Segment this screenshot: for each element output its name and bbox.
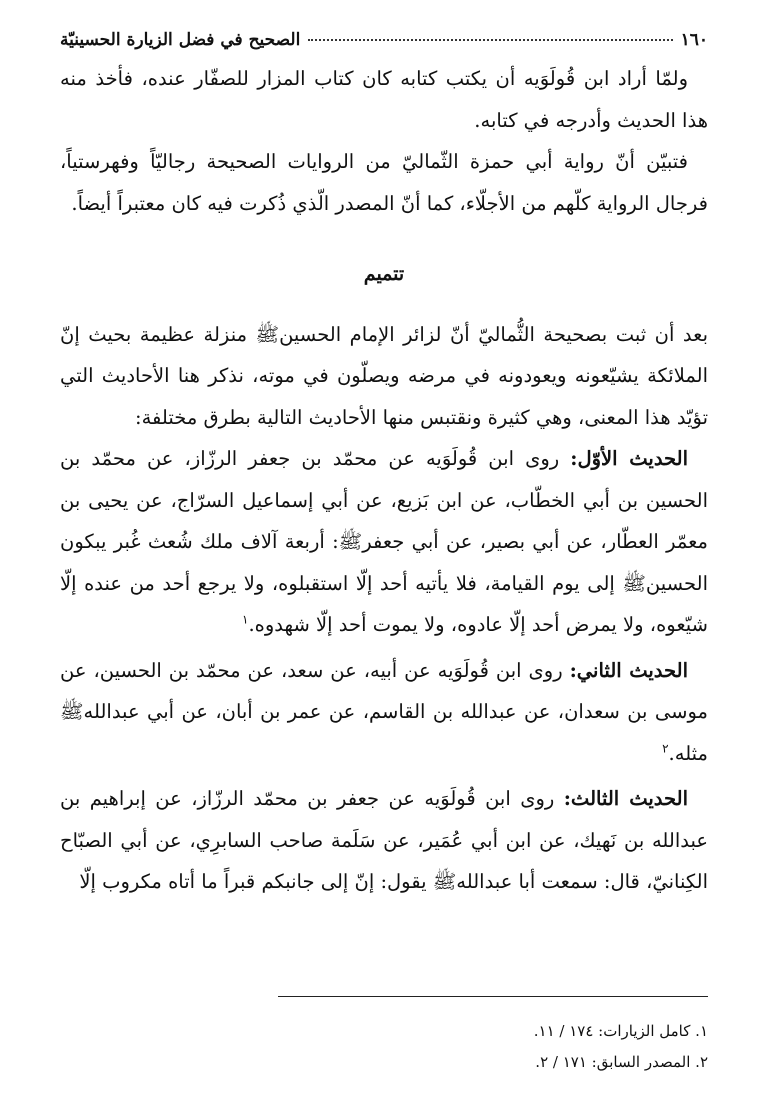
footnote-ref-2: ٢ <box>662 741 669 755</box>
footnote-separator <box>278 996 708 997</box>
footnote-2: ٢. المصدر السابق: ١٧١ / ٢. <box>535 1053 708 1071</box>
hadith-3-text: روى ابن قُولَوَيه عن جعفر بن محمّد الرزّاز، عن إبراهيم بن عبدالله بن نَهيك، عن ابن أبي عُمَير، عن سَلَمة صاحب السابرِي، عن أبي الصبّاح الكِنانيّ، قال: سمعت أبا عبداللهﷺ يقول: إنّ إلى جانبكم قبراً ما أتاه مكروب إلّا <box>60 787 708 893</box>
hadith-1-text: روى ابن قُولَوَيه عن محمّد بن جعفر الرزّاز، عن محمّد بن الحسين بن أبي الخطّاب، عن ابن بَزيع، عن أبي إسماعيل السرّاج، عن يحيى بن معمّر العطّار، عن أبي بصير، عن أبي جعفرﷺ: أربعة آلاف ملك شُعث غُبر يبكون الحسينﷺ إلى يوم القيامة، فلا يأتيه أحد إلّا استقبلوه، ولا يرجع أحد من عنده إلّا شيّعوه، ولا يمرض أحد إلّا عادوه، ولا يموت أحد إلّا شهدوه. <box>60 447 708 636</box>
hadith-2 <box>60 650 708 775</box>
paragraph-2: فتبيّن أنّ رواية أبي حمزة الثّماليّ من الروايات الصحيحة رجاليّاً وفهرستياً، فرجال الرواية كلّهم من الأجلّاء، كما أنّ المصدر الّذي ذُكرت فيه كان معتبراً أيضاً. <box>60 150 708 215</box>
header-dot-leader <box>308 39 672 41</box>
hadith-1-label: الحديث الأوّل: <box>570 447 688 470</box>
hadith-2-text: روى ابن قُولَوَيه عن أبيه، عن سعد، عن محمّد بن الحسين، عن موسى بن سعدان، عن عبدالله بن القاسم، عن عمر بن أبان، عن أبي عبداللهﷺ مثله. <box>60 658 708 765</box>
page-number: ١٦٠ <box>680 30 708 50</box>
hadith-2-label: الحديث الثاني: <box>569 658 688 682</box>
hadith-3-label: الحديث الثالث: <box>563 787 688 810</box>
running-header <box>60 30 708 58</box>
running-title: الصحيح في فضل الزيارة الحسينيّة <box>60 30 301 50</box>
footnotes <box>60 1016 708 1078</box>
hadith-1 <box>60 438 708 646</box>
footnote-1: ١. كامل الزيارات: ١٧٤ / ١١. <box>533 1022 708 1040</box>
main-text <box>60 58 708 903</box>
section-intro: بعد أن ثبت بصحيحة الثُّماليّ أنّ لزائر الإمام الحسينﷺ منزلة عظيمة بحيث إنّ الملائكة يشيّعونه ويعودونه في مرضه ويصلّون في موته، نذكر هنا الأحاديث التي تؤيّد هذا المعنى، وهي كثيرة ونقتبس منها الأحاديث التالية بطرق مختلفة: <box>60 322 708 429</box>
footnote-ref-1: ١ <box>242 612 249 627</box>
hadith-3 <box>60 778 708 903</box>
paragraph-1: ولمّا أراد ابن قُولَوَيه أن يكتب كتابه كان كتاب المزار للصفّار عنده، فأخذ منه هذا الحديث وأدرجه في كتابه. <box>60 67 708 132</box>
section-heading: تتميم <box>363 263 405 285</box>
